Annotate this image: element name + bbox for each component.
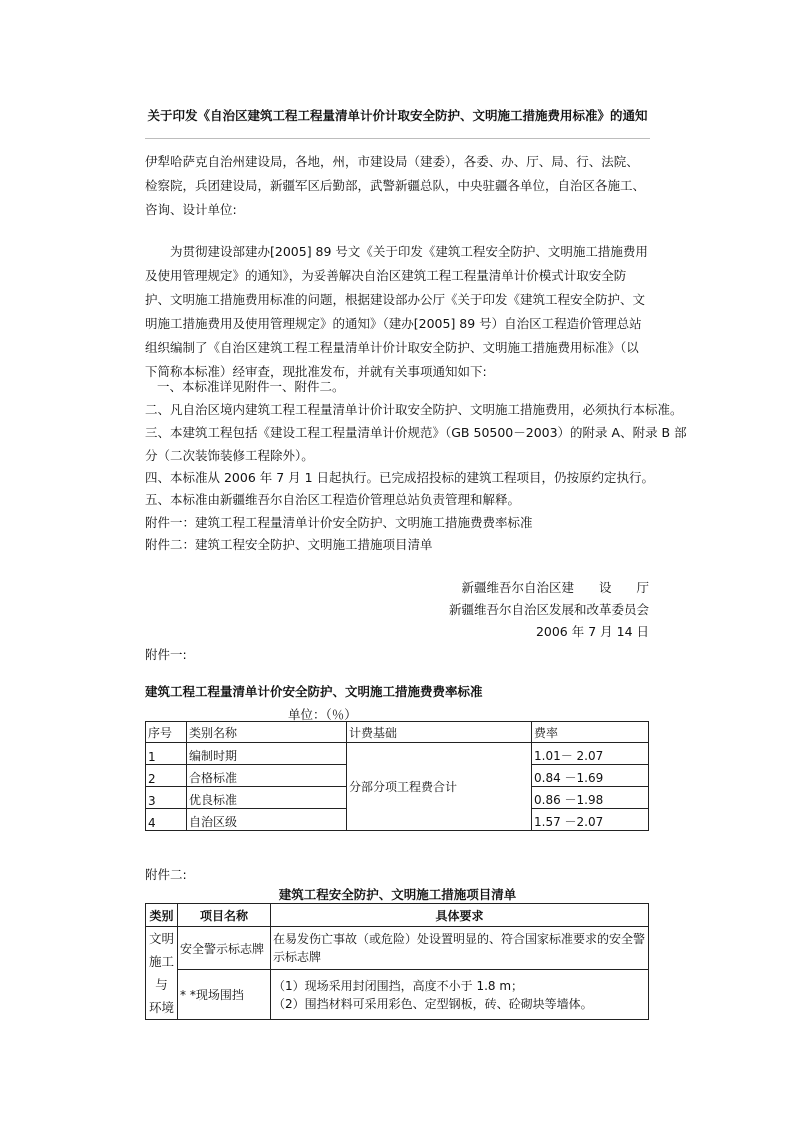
table-row [146, 927, 649, 970]
attachment-2-label: 附件二: [145, 867, 187, 882]
category-line: 环境 [148, 1000, 174, 1015]
title-divider [145, 138, 650, 139]
col-header-base: 计费基础 [347, 722, 532, 743]
item-3: 三、本建筑工程包括《建设工程工程量清单计价规范》（GB 50500－2003）的附录 A、附录 B 部 [145, 425, 687, 440]
col-header-category: 类别 [146, 904, 178, 927]
attachment-2-reference: 附件二：建筑工程安全防护、文明施工措施项目清单 [145, 537, 433, 552]
col-header-no: 序号 [146, 722, 187, 743]
row-no: 3 [146, 787, 187, 809]
attachment-1-unit: 单位：（％） [288, 707, 357, 722]
attachment-2-heading: 建筑工程安全防护、文明施工措施项目清单 [278, 887, 517, 902]
row-no: 1 [146, 743, 187, 765]
document-title: 关于印发《自治区建筑工程工程量清单计价计取安全防护、文明施工措施费用标准》的通知 [147, 108, 648, 123]
category-line: 文明 [148, 931, 174, 946]
signature-org-2: 新疆维吾尔自治区发展和改革委员会 [448, 602, 649, 617]
intro-paragraph: 为贯彻建设部建办[2005] 89 号文《关于印发《建筑工程安全防护、文明施工措施费用及使用管理规定》的通知》，为妥善解决自治区建筑工程工程量清单计价模式计取安全防护、文明施工措施费用标准的问题，根据建设部办公厅《关于印发《建筑工程安全防护、文明施工措施费用及使用管理规定》的通知》（建办[2005] 89 号）自治区工程造价管理总站组织编制了《自治区建筑工程工程量清单计价计取安全防护、文明施工措施费用标准》（以下简称本标准）经审查，现批准发布，并就有关事项通知如下: [145, 244, 648, 379]
row-name: 优良标准 [187, 787, 347, 809]
row-rate: 0.84 －1.69 [532, 765, 649, 787]
row-no: 4 [146, 809, 187, 831]
item-3-continued: 分（二次装饰装修工程除外）。 [145, 448, 314, 463]
category-cell [146, 927, 178, 1020]
attachment-1-label: 附件一: [145, 647, 187, 662]
category-line: 施工 [148, 954, 174, 969]
col-header-requirements: 具体要求 [271, 904, 649, 927]
item-5: 五、本标准由新疆维吾尔自治区工程造价管理总站负责管理和解释。 [145, 492, 521, 507]
rate-table-header [146, 722, 649, 743]
row-no: 2 [146, 765, 187, 787]
item-1: 一、本标准详见附件一、附件二。 [157, 379, 345, 394]
col-header-item: 项目名称 [178, 904, 271, 927]
item-name: 安全警示标志牌 [178, 927, 271, 970]
item-name: * *现场围挡 [178, 970, 271, 1020]
table-row [146, 970, 649, 1020]
measures-table-header [146, 904, 649, 927]
signature-org-1: 新疆维吾尔自治区建 设 厅 [461, 580, 649, 595]
row-rate: 1.57 －2.07 [532, 809, 649, 831]
rate-table [145, 721, 649, 831]
calc-base: 分部分项工程费合计 [347, 743, 532, 831]
col-header-rate: 费率 [532, 722, 649, 743]
row-name: 合格标准 [187, 765, 347, 787]
requirement-line: （2）围挡材料可采用彩色、定型钢板，砖、砼砌块等墙体。 [273, 996, 593, 1011]
col-header-name: 类别名称 [187, 722, 347, 743]
item-4: 四、本标准从 2006 年 7 月 1 日起执行。已完成招投标的建筑工程项目，仍按原约定执行。 [145, 470, 655, 485]
measures-table [145, 903, 649, 1020]
item-requirement: 在易发伤亡事故（或危险）处设置明显的、符合国家标准要求的安全警示标志牌 [271, 927, 649, 970]
table-row [146, 743, 649, 765]
row-rate: 1.01－ 2.07 [532, 743, 649, 765]
item-2: 二、凡自治区境内建筑工程工程量清单计价计取安全防护、文明施工措施费用，必须执行本标准。 [145, 402, 683, 417]
attachment-1-reference: 附件一：建筑工程工程量清单计价安全防护、文明施工措施费费率标准 [145, 515, 533, 530]
category-line: 与 [155, 977, 168, 992]
row-rate: 0.86 －1.98 [532, 787, 649, 809]
requirement-line: （1）现场采用封闭围挡，高度不小于 1.8 m； [273, 978, 524, 993]
row-name: 编制时期 [187, 743, 347, 765]
item-requirement [271, 970, 649, 1020]
recipients-paragraph: 伊犁哈萨克自治州建设局，各地，州，市建设局（建委），各委、办、厅、局、行、法院、检察院，兵团建设局，新疆军区后勤部，武警新疆总队，中央驻疆各单位，自治区各施工、咨询、设计单位: [145, 154, 646, 217]
signature-date: 2006 年 7 月 14 日 [535, 624, 649, 639]
row-name: 自治区级 [187, 809, 347, 831]
attachment-1-heading: 建筑工程工程量清单计价安全防护、文明施工措施费费率标准 [145, 684, 483, 699]
